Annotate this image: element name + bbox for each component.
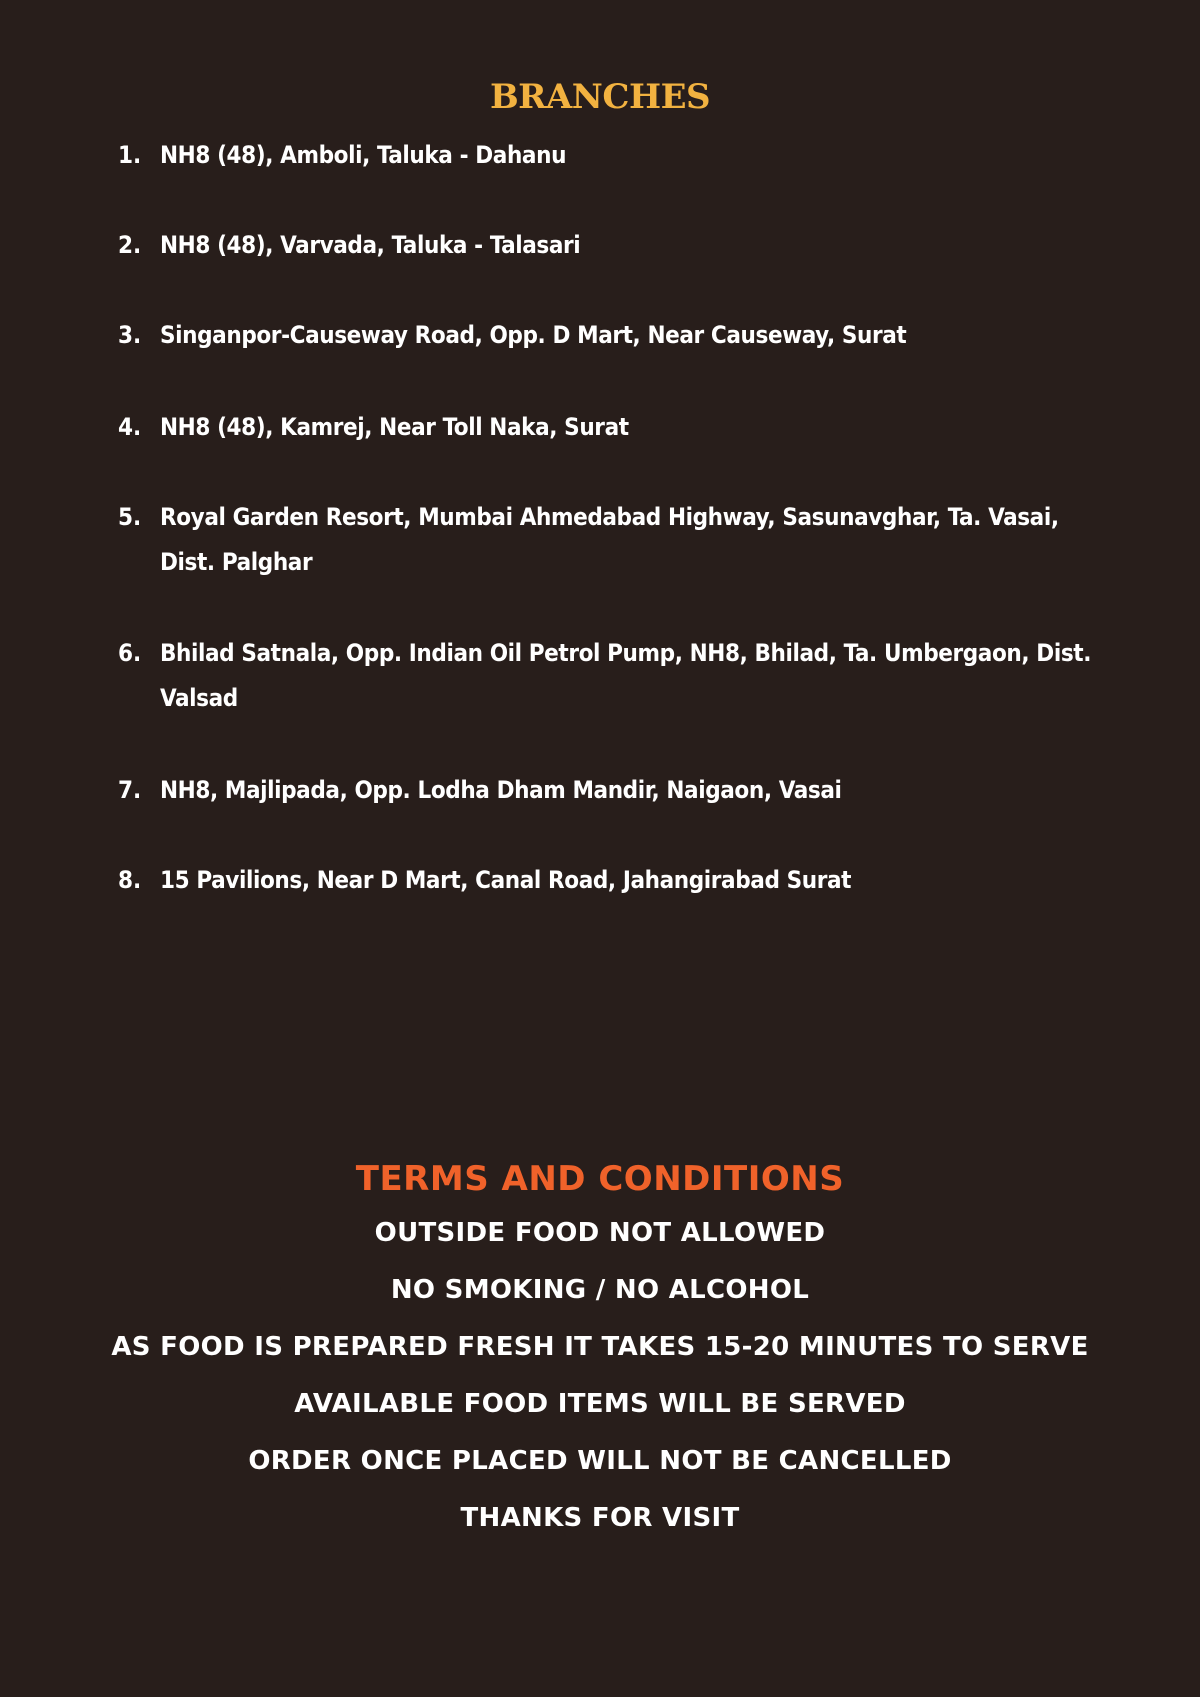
branch-address: NH8 (48), Varvada, Taluka - Talasari [160, 231, 581, 259]
branch-number: 3. [118, 321, 142, 349]
terms-heading: TERMS AND CONDITIONS [355, 1159, 845, 1200]
branch-address: NH8 (48), Amboli, Taluka - Dahanu [160, 141, 567, 169]
branch-item [118, 313, 1098, 358]
branch-item [118, 858, 1098, 903]
branch-item [118, 405, 1098, 450]
branch-number: 6. [118, 639, 142, 667]
term-item: NO SMOKING / NO ALCOHOL [390, 1275, 810, 1305]
branch-number: 1. [118, 141, 142, 169]
branch-number: 5. [118, 503, 142, 531]
branch-item [118, 631, 1098, 721]
branch-number: 7. [118, 776, 142, 804]
branches-heading: BRANCHES [489, 76, 711, 117]
branch-item [118, 133, 1098, 178]
branch-address: NH8 (48), Kamrej, Near Toll Naka, Surat [160, 413, 629, 441]
term-item: AVAILABLE FOOD ITEMS WILL BE SERVED [294, 1389, 906, 1419]
branch-address: 15 Pavilions, Near D Mart, Canal Road, Jahangirabad Surat [160, 866, 852, 894]
terms-list [0, 1205, 1200, 1547]
term-item: ORDER ONCE PLACED WILL NOT BE CANCELLED [248, 1446, 952, 1476]
term-item: THANKS FOR VISIT [460, 1503, 740, 1533]
branch-item [118, 768, 1098, 813]
term-item: OUTSIDE FOOD NOT ALLOWED [374, 1218, 826, 1248]
branch-number: 4. [118, 413, 142, 441]
branch-item [118, 495, 1098, 585]
branch-address: Bhilad Satnala, Opp. Indian Oil Petrol Pump, NH8, Bhilad, Ta. Umbergaon, Dist. Valsad [160, 639, 1092, 712]
branch-address: Royal Garden Resort, Mumbai Ahmedabad Highway, Sasunavghar, Ta. Vasai, Dist. Palghar [160, 503, 1059, 576]
branch-number: 2. [118, 231, 142, 259]
branch-address: NH8, Majlipada, Opp. Lodha Dham Mandir, Naigaon, Vasai [160, 776, 842, 804]
branch-address: Singanpor-Causeway Road, Opp. D Mart, Near Causeway, Surat [160, 321, 907, 349]
branch-number: 8. [118, 866, 142, 894]
term-item: AS FOOD IS PREPARED FRESH IT TAKES 15-20 MINUTES TO SERVE [111, 1332, 1089, 1362]
branch-item [118, 223, 1098, 268]
